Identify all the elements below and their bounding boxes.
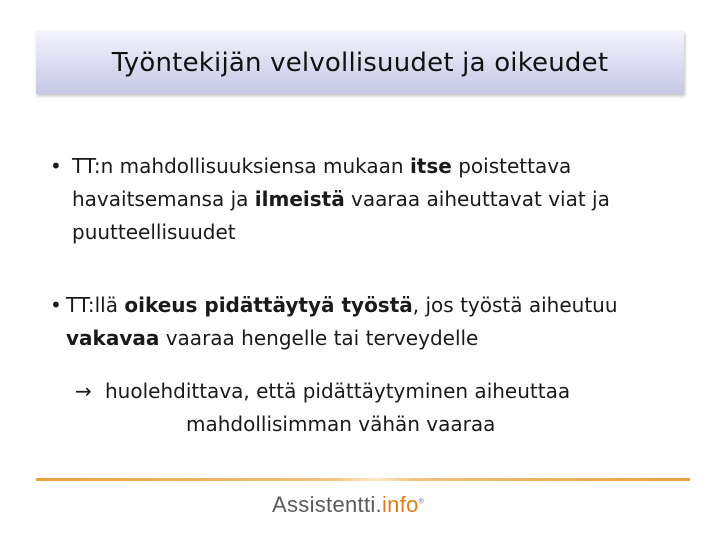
text-run: poistettava <box>451 154 572 178</box>
text-run: puutteellisuudet <box>72 220 236 244</box>
bullet-line <box>72 216 702 249</box>
bold-text: itse <box>409 154 452 178</box>
title-bar <box>36 31 684 94</box>
text-run: TT:n mahdollisuuksiensa mukaan <box>72 154 410 178</box>
bold-text: oikeus pidättäytyä työstä <box>124 293 413 317</box>
note-block <box>75 375 675 441</box>
logo-name: Assistentti <box>272 492 376 517</box>
bold-text: ilmeistä <box>254 187 345 211</box>
bullet-text <box>66 289 696 355</box>
brand-logo <box>272 492 424 518</box>
logo-dot: . <box>375 492 382 517</box>
text-run: vaaraa aiheuttavat viat ja <box>344 187 610 211</box>
footer-divider <box>36 478 690 481</box>
bold-text: vakavaa <box>66 326 160 350</box>
text-run: havaitsemansa ja <box>72 187 255 211</box>
registered-mark: ® <box>418 498 425 506</box>
bullet-symbol: • <box>50 154 62 178</box>
bullet-line <box>66 322 696 355</box>
slide-title: Työntekijän velvollisuudet ja oikeudet <box>111 47 609 78</box>
right-arrow-icon: → <box>75 379 92 403</box>
text-run: , jos työstä aiheutuu <box>412 293 618 317</box>
note-line-1: huolehdittava, että pidättäytyminen aiheuttaa <box>105 379 571 403</box>
bullet-line <box>72 183 702 216</box>
bullet-line <box>72 150 702 183</box>
logo-suffix: info <box>381 492 419 517</box>
text-run: TT:llä <box>66 293 125 317</box>
bullet-line <box>66 289 696 322</box>
bullet-symbol: • <box>50 293 62 317</box>
text-run: vaaraa hengelle tai terveydelle <box>159 326 479 350</box>
note-line-2: mahdollisimman vähän vaaraa <box>186 412 496 436</box>
bullet-text <box>72 150 702 249</box>
